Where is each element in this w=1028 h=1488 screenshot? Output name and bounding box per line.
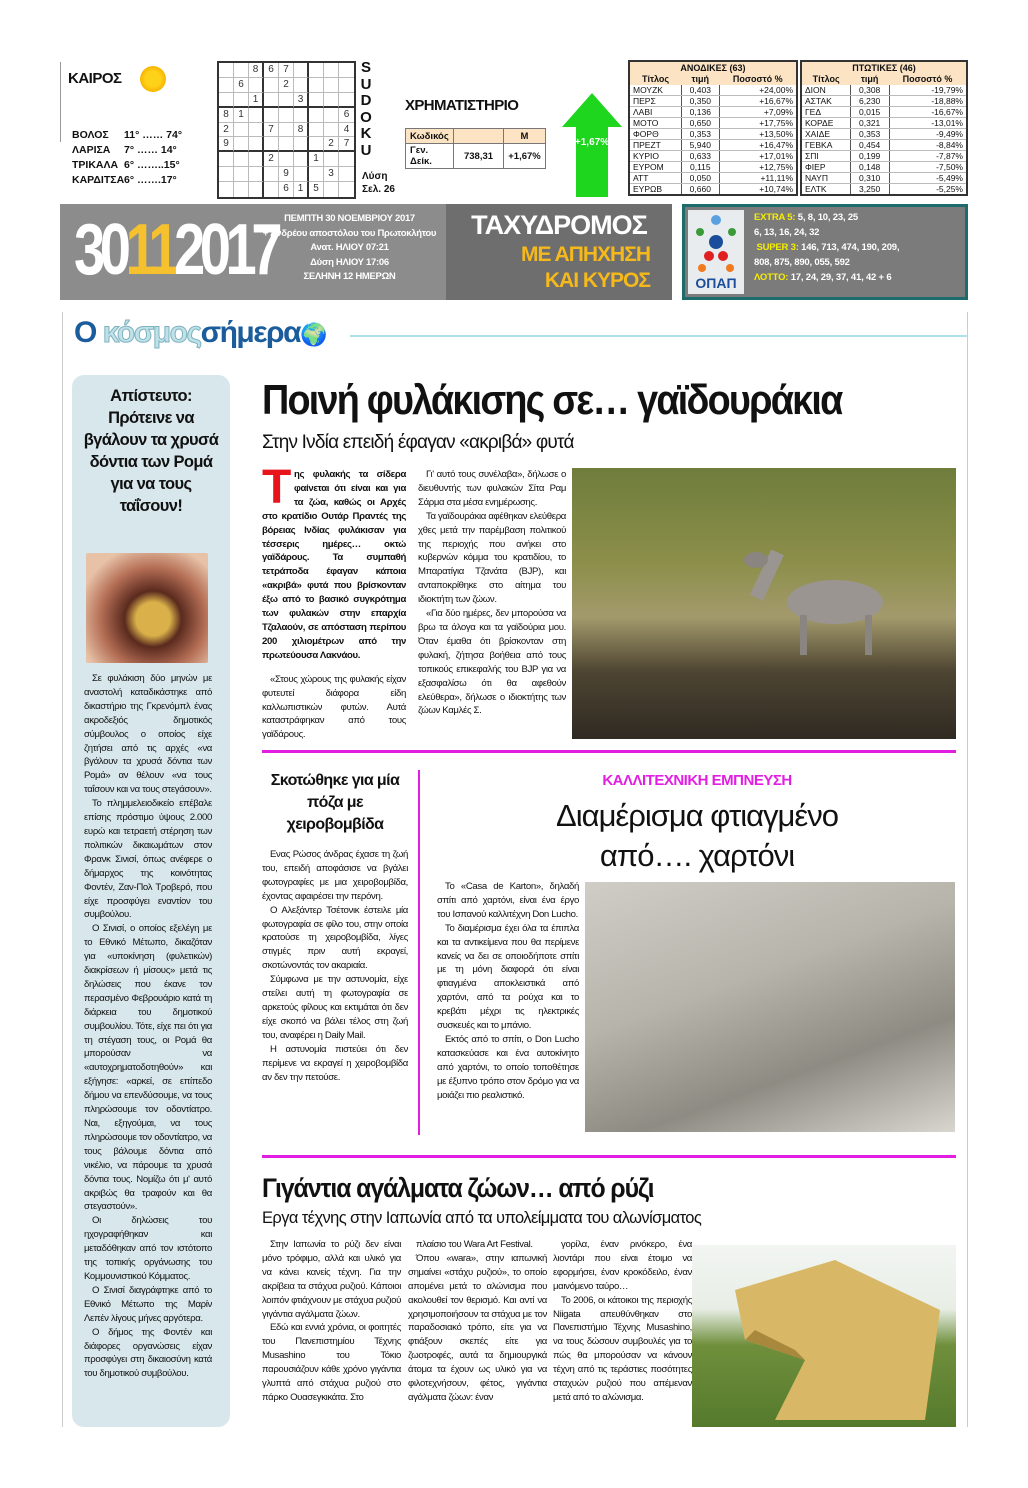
paragraph: Ο δήμος της Φοντέν και διάφορες οργανώσεις είχαν προσφύγει στη δικαιοσύνη κατά του δημοτικού συμβούλου. — [84, 1326, 212, 1380]
sudoku-cell — [339, 182, 354, 197]
sudoku-cell — [249, 167, 264, 182]
article-title: Γιγάντια αγάλματα ζώων… από ρύζι — [262, 1173, 654, 1203]
paragraph: Το πλημμελειοδικείο επέβαλε επίσης πρόστιμο ύψους 2.000 ευρώ και τετραετή στέρηση των πολιτικών δικαιωμάτων στον Φρανκ Σινισί, όπως ανέφερε ο δήμαρχος της κοινότητας Φοντέν, Ζαν-Πολ Τροβερό, που είχε προσφύγει εναντίον του συμβούλου. — [84, 798, 212, 921]
price: 0,321 — [850, 118, 889, 129]
sudoku-cell: 6 — [234, 78, 249, 93]
percent-change: -8,84% — [889, 140, 967, 151]
sudoku-cell — [249, 108, 264, 123]
sudoku-cell — [264, 108, 279, 123]
table-row — [801, 173, 967, 184]
title-line: Διαμέρισμα φτιαγμένο — [556, 798, 838, 833]
sudoku-cell — [309, 78, 324, 93]
price: 0,650 — [681, 118, 720, 129]
sudoku-cell: 2 — [279, 78, 294, 93]
sudoku-cell — [234, 93, 249, 108]
price: 0,353 — [850, 129, 889, 140]
sudoku-cell — [339, 93, 354, 108]
percent-change: -18,88% — [889, 96, 967, 107]
column-header: Τίτλος — [801, 73, 850, 85]
sudoku-cell — [234, 123, 249, 138]
table-row — [629, 118, 797, 129]
sudoku-cell — [219, 152, 234, 167]
logo-word: σήμερα — [200, 316, 301, 349]
sudoku-cell: 7 — [339, 137, 354, 152]
sudoku-cell — [309, 108, 324, 123]
teeth-photo — [86, 553, 208, 663]
article-body — [437, 880, 579, 1135]
sunset-line: Δύση ΗΛΙΟΥ 17:06 — [310, 256, 389, 268]
table-row — [801, 107, 967, 118]
sudoku-cell — [339, 152, 354, 167]
ticker: ΣΠΙ — [801, 151, 850, 162]
paper-name: ΤΑΧΥΔΡΟΜΟΣ — [471, 210, 647, 240]
moon-line: ΣΕΛΗΝΗ 12 ΗΜΕΡΩΝ — [303, 271, 396, 282]
ticker: ΠΡΕΖΤ — [629, 140, 681, 151]
sudoku-cell — [219, 182, 234, 197]
sudoku-grid — [217, 61, 356, 199]
ticker: ΦΙΕΡ — [801, 162, 850, 173]
section-logo — [74, 316, 326, 350]
date-line: ΠΕΜΠΤΗ 30 ΝΟΕΜΒΡΙΟΥ 2017 — [284, 213, 415, 224]
sudoku-cell — [264, 182, 279, 197]
sudoku-cell — [324, 78, 339, 93]
paragraph: «Στους χώρους της φυλακής είχαν φυτευτεί διάφορα είδη καλλωπιστικών φυτών. Αυτά καταστράφηκαν από τους γαϊδάρους. — [262, 673, 406, 741]
table-row — [629, 140, 797, 151]
sudoku-letter: S — [360, 59, 371, 76]
price: 0,115 — [681, 162, 720, 173]
sudoku-cell: 1 — [309, 152, 324, 167]
ticker: ΜΟΥΖΚ — [629, 85, 681, 96]
price: 5,940 — [681, 140, 720, 151]
paragraph: Ενας Ρώσος άνδρας έχασε τη ζωή του, επειδή αποφάσισε να βγάλει φωτογραφίες με μια χειροβομβίδα, έχοντας αφαιρέσει την περόνη. — [262, 849, 408, 902]
price: 6,230 — [850, 96, 889, 107]
date-month: 11 — [125, 210, 175, 290]
logo-word: κόσμος — [102, 316, 201, 349]
sudoku-cell — [234, 152, 249, 167]
sunrise-line: Ανατ. ΗΛΙΟΥ 07:21 — [310, 242, 389, 253]
sudoku-cell — [339, 78, 354, 93]
lead-text: ης φυλακής τα σίδερα φαίνεται ότι είναι και για τα ζώα, καθώς οι Αρχές στο κρατίδιο Ουτάρ Πραντές της βόρειας Ινδίας φυλάκισαν για τέσσερις ημέρες… οκτώ γαϊδάρους. Τα συμπαθή τετράποδα έφαγαν κάποια «ακριβά» φυτά που βρίσκονταν έξω από το βασικό συγκρότημα των φυλακών στην επαρχία Τζαλαούν, σε απόσταση περίπου 200 χιλιομέτρων από την πρωτεύουσα Λακνάου. — [262, 469, 406, 661]
sudoku-letter: U — [360, 75, 372, 93]
sudoku-cell — [294, 78, 309, 93]
sudoku-cell — [219, 93, 234, 108]
sudoku-cell — [264, 78, 279, 93]
price: 0,148 — [850, 162, 889, 173]
price: 0,015 — [850, 107, 889, 118]
paragraphs — [262, 673, 406, 743]
divider — [967, 312, 968, 1427]
sudoku-cell: 6 — [339, 108, 354, 123]
article-subtitle: Στην Ινδία επειδή έφαγαν «ακριβά» φυτά — [262, 432, 574, 453]
table-row — [801, 162, 967, 173]
paragraph: Ο Σινισί διαγράφτηκε από το Εθνικό Μέτωπο της Μαρίν Λεπέν λίγους μήνες αργότερα. — [84, 1284, 212, 1324]
price: 0,403 — [681, 85, 720, 96]
paragraph: Το διαμέρισμα έχει όλα τα έπιπλα και τα αντικείμενα που θα περίμενε κανείς να δει σε οποιοδήποτε σπίτι με τη μόνη διαφορά ότι είναι φτιαγμένα αποκλειστικά από χαρτόνι, από τα ρούχα και το κρεβάτι μέχρι τις ηλεκτρικές συσκευές και το μπάνιο. — [437, 922, 579, 1032]
index-change: +1,67% — [504, 144, 546, 169]
ticker: ΑΣΤΑΚ — [801, 96, 850, 107]
sudoku-cell — [309, 93, 324, 108]
percent-change: +17,75% — [720, 118, 797, 129]
sudoku-cell: 3 — [294, 93, 309, 108]
sudoku-cell: 6 — [279, 182, 294, 197]
sudoku-cell: 9 — [219, 137, 234, 152]
slogan-line: ΜΕ ΑΠΗΧΗΣΗ — [521, 243, 650, 266]
paragraph: Εδώ και εννιά χρόνια, οι φοιτητές του Πανεπιστημίου Τέχνης Musashino του Τόκιο παρουσιάζουν κάθε χρόνο γιγάντια γλυπτά από στάχυα ρυζιού στο πάρκο Ουασεγκικάτα. Στο — [262, 1322, 401, 1403]
ticker: ΓΕΔ — [801, 107, 850, 118]
sudoku-cell: 1 — [234, 108, 249, 123]
sudoku-cell — [294, 167, 309, 182]
table-row — [629, 129, 797, 140]
opap-figure-icon — [688, 210, 744, 294]
temp-range: 6° …….17° — [124, 174, 177, 186]
paragraph: Όπου «wara», στην ιαπωνική σημαίνει «στάχυ ρυζιού», το οποίο απομένει μετά το αλώνισμα που ακολουθεί τον θερισμό. Και αντί να χρησιμοποιήσουν τα στάχυα με τον παραδοσιακό τρόπο, είτε για να φτιάξουν σκεπές είτε για ζωοτροφές, αυτά τα δημιουργικά άτομα τα έχουν ως υλικό για να φιλοτεχνήσουν, φέτος, γιγάντια αγάλματα ζώων: έναν — [408, 1252, 547, 1403]
city: ΚΑΡΔΙΤΣΑ — [72, 174, 125, 186]
paragraph: Το «Casa de Karton», δηλαδή σπίτι από χαρτόνι, είναι ένα έργο του Ισπανού καλλιτέχνη Don Lucho. — [437, 881, 579, 920]
sudoku-cell — [264, 167, 279, 182]
title-line: από…. χαρτόνι — [599, 838, 795, 873]
table-row — [801, 140, 967, 151]
sun-icon — [140, 66, 166, 92]
paragraph: Η αστυνομία πιστεύει ότι δεν περίμενε να εκραγεί η χειροβομβίδα αν δεν την πετούσε. — [262, 1043, 408, 1083]
table-row — [629, 162, 797, 173]
city: ΛΑΡΙΣΑ — [72, 144, 111, 156]
paragraph: Εκτός από το σπίτι, ο Don Lucho κατασκεύασε και ένα αυτοκίνητο από χαρτόνι, το οποίο τοποθέτησε με έξυπνο τρόπο στον δρόμο για να μοιάζει πιο ρεαλιστικό. — [437, 1033, 579, 1101]
table-row — [629, 173, 797, 184]
index-name: Γεν. Δείκ. — [406, 144, 454, 169]
sudoku-letter: K — [360, 125, 372, 143]
sudoku-cell — [264, 137, 279, 152]
weather-row — [72, 173, 182, 188]
sudoku-cell — [294, 63, 309, 78]
temp-range: 6° ……..15° — [124, 159, 180, 171]
sudoku-cell — [234, 137, 249, 152]
losers-table — [800, 60, 968, 196]
weather-title: ΚΑΙΡΟΣ — [68, 70, 122, 87]
section-rule — [262, 750, 956, 753]
sudoku-cell: 8 — [294, 123, 309, 138]
sudoku-cell — [324, 63, 339, 78]
sudoku-cell — [249, 123, 264, 138]
paragraph: γορίλα, έναν ρινόκερο, ένα λιοντάρι που είναι έτοιμο να εφορμήσει, έναν κροκόδειλο, έναν μαινόμενο ταύρο… — [553, 1239, 692, 1292]
header-cell — [454, 129, 504, 144]
sudoku-cell: 3 — [324, 167, 339, 182]
opap-logo — [688, 210, 744, 294]
table-row — [801, 184, 967, 196]
ticker: ΕΥΡΩΒ — [629, 184, 681, 196]
paragraph: Οι δηλώσεις του ηχογραφήθηκαν και μεταδόθηκαν από τον ιστότοπο της τοπικής οργάνωσης του Κομμουνιστικού Κόμματος. — [84, 1215, 212, 1282]
sudoku-cell — [279, 93, 294, 108]
sudoku-cell: 2 — [324, 137, 339, 152]
sudoku-cell: 1 — [294, 182, 309, 197]
sudoku-cell — [324, 152, 339, 167]
stock-title: ΧΡΗΜΑΤΙΣΤΗΡΙΟ — [405, 97, 519, 114]
sudoku-cell — [294, 137, 309, 152]
sudoku-cell — [249, 137, 264, 152]
sudoku-cell: 2 — [219, 123, 234, 138]
price: 0,353 — [681, 129, 720, 140]
percent-change: -7,87% — [889, 151, 967, 162]
percent-change: +16,47% — [720, 140, 797, 151]
ticker: ΕΥΡΟΜ — [629, 162, 681, 173]
temp-range: 7° …… 14° — [124, 144, 177, 156]
sudoku-cell — [279, 137, 294, 152]
sudoku-cell: 8 — [249, 63, 264, 78]
sudoku-title — [359, 60, 373, 160]
price: 0,050 — [681, 173, 720, 184]
city: ΒΟΛΟΣ — [72, 129, 109, 141]
table-title: ΠΤΩΤΙΚΕΣ (46) — [801, 61, 967, 73]
ticker: ΧΑΙΔΕ — [801, 129, 850, 140]
column-header: τιμή — [681, 73, 720, 85]
sudoku-cell: 7 — [264, 123, 279, 138]
lotto-numbers: 17, 24, 29, 37, 41, 42 + 6 — [790, 272, 892, 283]
section-rule — [262, 1155, 956, 1158]
divider — [62, 312, 63, 1427]
paragraph: Σε φυλάκιση δύο μηνών με αναστολή καταδικάστηκε από δικαστήριο της Γκρενόμπλ ένας ακροδεξιός δημοτικός σύμβουλος ο οποίος είχε ζητήσει από τις αρχές «να βγάλουν τα χρυσά δόντια των Ρομά» αν θέλουν «να τους ταΐσουν και να τους στεγάσουν». — [84, 673, 212, 796]
percent-change: +24,00% — [720, 85, 797, 96]
sidebar-body — [84, 672, 212, 1422]
article-column — [262, 1238, 401, 1430]
paragraph: Ο Σινισί, ο οποίος εξελέγη με το Εθνικό Μέτωπο, δικαζόταν για «υποκίνηση (φυλετικών) διακρίσεων ή μίσους» μετά τις δηλώσεις που έκανε τον περασμένο Φεβρουάριο κατά τη διάρκεια του δημοτικού συμβουλίου. Τότε, είχε πει ότι για τη στέγαση τους, οι Ρομά θα μπορούσαν να «αυτοχρηματοδοτηθούν» και εξήγησε: «αρκεί, σε επίπεδο δήμου να επενδύσουμε, να τους πληρώσουμε τον οδοντίατρο. Ναι, εξηγούμαι, να τους πληρώσουμε τον οδοντίατρο, να τους βάλουμε δόντια από νικέλιο, να πάρουμε τα χρυσά δόντια τους. Νομίζω ότι μ' αυτό ακριβώς θα τραφούν και θα στεγαστούν». — [84, 923, 212, 1213]
sudoku-cell: 4 — [339, 123, 354, 138]
table-row — [629, 85, 797, 96]
percent-change: +16,67% — [720, 96, 797, 107]
sudoku-cell — [219, 63, 234, 78]
paper-slogan — [470, 242, 650, 294]
sudoku-letter: D — [360, 92, 372, 110]
date-info — [262, 212, 437, 285]
nameday-line: + Ανδρέου αποστόλου του Πρωτοκλήτου — [262, 227, 437, 239]
solution-label: Λύση — [362, 171, 388, 182]
percent-change: -5,49% — [889, 173, 967, 184]
percent-change: +11,11% — [720, 173, 797, 184]
price: 0,350 — [681, 96, 720, 107]
table-row — [801, 151, 967, 162]
table-title: ΑΝΟΔΙΚΕΣ (63) — [629, 61, 797, 73]
percent-change: -13,01% — [889, 118, 967, 129]
extra5-numbers: 5, 8, 10, 23, 25 — [797, 212, 858, 223]
sudoku-cell — [294, 152, 309, 167]
gainers-table — [628, 60, 798, 196]
article-title — [430, 796, 964, 876]
header-cell: Κωδικός — [406, 129, 454, 144]
sudoku-cell — [264, 93, 279, 108]
article-kicker: ΚΑΛΛΙΤΕΧΝΙΚΗ ΕΜΠΝΕΥΣΗ — [602, 772, 792, 789]
percent-change: -7,50% — [889, 162, 967, 173]
percent-change: +13,50% — [720, 129, 797, 140]
sudoku-cell — [279, 152, 294, 167]
index-table — [405, 128, 546, 169]
table-row — [629, 96, 797, 107]
percent-change: -5,25% — [889, 184, 967, 196]
super3-label: SUPER 3: — [756, 242, 799, 253]
ticker: ΕΛΤΚ — [801, 184, 850, 196]
price: 3,250 — [850, 184, 889, 196]
percent-change: +7,09% — [720, 107, 797, 118]
ticker: ΝΑΥΠ — [801, 173, 850, 184]
weather-row — [72, 143, 182, 158]
ticker: ΓΕΒΚΑ — [801, 140, 850, 151]
table-row — [801, 118, 967, 129]
ticker: ΚΟΡΔΕ — [801, 118, 850, 129]
date-day: 30 — [74, 210, 126, 290]
sudoku-cell: 1 — [249, 93, 264, 108]
column-header: τιμή — [850, 73, 889, 85]
sudoku-cell: 6 — [264, 63, 279, 78]
article-title: Ποινή φυλάκισης σε… γαϊδουράκια — [262, 376, 842, 423]
sudoku-cell — [309, 137, 324, 152]
super3-numbers: 146, 713, 474, 190, 209, — [801, 242, 900, 253]
price: 0,310 — [850, 173, 889, 184]
sudoku-cell — [324, 108, 339, 123]
sudoku-cell — [219, 167, 234, 182]
sudoku-cell — [309, 167, 324, 182]
ticker: ΦΟΡΘ — [629, 129, 681, 140]
ticker: ΑΤΤ — [629, 173, 681, 184]
index-value: 738,31 — [454, 144, 504, 169]
sudoku-cell: 2 — [264, 152, 279, 167]
sudoku-cell — [279, 123, 294, 138]
column-divider — [418, 770, 420, 1135]
sudoku-solution-ref — [362, 170, 395, 196]
percent-change: +17,01% — [720, 151, 797, 162]
sudoku-letter: O — [360, 108, 372, 126]
percent-change: +10,74% — [720, 184, 797, 196]
article-column — [408, 1238, 547, 1430]
sudoku-cell: 7 — [279, 63, 294, 78]
sudoku-cell — [294, 108, 309, 123]
arrow-label: +1,67% — [574, 137, 610, 148]
opap-results — [754, 210, 899, 285]
extra5-numbers: 6, 13, 16, 24, 32 — [754, 227, 820, 238]
ticker: ΚΥΡΙΟ — [629, 151, 681, 162]
opap-logo-text: ΟΠΑΠ — [695, 275, 737, 291]
logo-word: Ο — [74, 316, 96, 349]
sudoku-cell — [279, 108, 294, 123]
solution-page: Σελ. 26 — [362, 184, 395, 195]
cardboard-kitchen-photo — [585, 882, 955, 1132]
paragraph: Ο Αλεξάντερ Τσέτονικ έστειλε μία φωτογραφία σε φίλο του, στην οποία κρατούσε τη χειροβομβίδα, λίγες στιγμές πριν αυτή εκραγεί, σκοτώνοντάς τον ακαριαία. — [262, 904, 408, 972]
super3-numbers: 808, 875, 890, 055, 592 — [754, 257, 850, 268]
price: 0,308 — [850, 85, 889, 96]
donkey-figure-icon — [740, 540, 900, 660]
sudoku-cell — [309, 123, 324, 138]
sidebar-headline: Απίστευτο: Πρότεινε να βγάλουν τα χρυσά δόντια των Ρομά για να τους ταΐσουν! — [83, 387, 219, 515]
article-column — [553, 1238, 692, 1430]
price: 0,136 — [681, 107, 720, 118]
sudoku-cell — [249, 78, 264, 93]
slogan-line: ΚΑΙ ΚΥΡΟΣ — [544, 269, 650, 292]
ticker: ΠΕΡΣ — [629, 96, 681, 107]
article-column — [262, 468, 406, 743]
city: ΤΡΙΚΑΛΑ — [72, 159, 119, 171]
date-year: 2017 — [174, 210, 278, 290]
ticker: ΔΙΟΝ — [801, 85, 850, 96]
article-title: Σκοτώθηκε για μία πόζα με χειροβομβίδα — [270, 772, 400, 833]
sudoku-cell — [234, 167, 249, 182]
sudoku-cell — [249, 182, 264, 197]
column-header: Ποσοστό % — [720, 73, 797, 85]
article-column — [418, 468, 566, 743]
column-header: Τίτλος — [629, 73, 681, 85]
paragraph: Γι' αυτό τους συνέλαβα», δήλωσε ο διευθυντής των φυλακών Σίτα Ραμ Σάρμα στα μέσα ενημέρωσης. — [418, 469, 566, 508]
table-row — [629, 184, 797, 196]
percent-change: +12,75% — [720, 162, 797, 173]
percent-change: -9,49% — [889, 129, 967, 140]
sudoku-cell — [219, 78, 234, 93]
sudoku-cell — [249, 152, 264, 167]
weather-forecast — [72, 128, 182, 188]
sudoku-cell — [339, 167, 354, 182]
straw-animal-figure-icon — [715, 1250, 945, 1425]
paragraph: Σύμφωνα με την αστυνομία, είχε στείλει αυτή τη φωτογραφία σε αρκετούς φίλους και εκτιμάται ότι δεν είχε σκοπό να βάλει τέλος στη ζωή του, αναφέρει η Daily Mail. — [262, 974, 408, 1041]
header-cell: Μ — [504, 129, 546, 144]
world-map-icon: 🌍 — [300, 322, 326, 347]
price: 0,454 — [850, 140, 889, 151]
sudoku-cell — [324, 182, 339, 197]
ticker: ΜΟΤΟ — [629, 118, 681, 129]
weather-row — [72, 158, 182, 173]
table-row — [629, 107, 797, 118]
article-subtitle: Εργα τέχνης στην Ιαπωνία από τα υπολείμματα του αλωνίσματος — [262, 1209, 702, 1227]
sudoku-cell — [309, 63, 324, 78]
big-date — [74, 207, 277, 293]
paragraph: Στην Ιαπωνία το ρύζι δεν είναι μόνο τρόφιμο, αλλά και υλικό για να κάνει κανείς τέχνη. Για την ακρίβεια τα στάχυα ρυζιού. Κάποιοι λοιπόν φτιάχνουν με στάχυα ρυζιού γιγάντια αγάλματα ζώων. — [262, 1239, 401, 1320]
paragraph: Τα γαϊδουράκια αφέθηκαν ελεύθερα χθες μετά την παρέμβαση πολιτικού της περιοχής που ανήκει στο κυβερνών κόμμα του κρατιδίου, το Μπαρατίγια Τζανάτα (BJP), και ανταποκρίθηκε στο αίτημα του ιδιοκτήτη των ζώων. — [418, 510, 566, 606]
percent-change: -16,67% — [889, 107, 967, 118]
divider — [60, 62, 61, 142]
sudoku-cell — [234, 63, 249, 78]
article-body — [262, 848, 408, 1138]
temp-range: 11° …… 74° — [124, 129, 183, 141]
price: 0,633 — [681, 151, 720, 162]
sudoku-cell: 9 — [279, 167, 294, 182]
sudoku-cell — [234, 182, 249, 197]
table-row — [629, 151, 797, 162]
lotto-label: ΛΟΤΤΟ: — [754, 272, 789, 283]
paragraph: Το 2006, οι κάτοικοι της περιοχής Niigata απευθύνθηκαν στο Πανεπιστήμιο Τέχνης Musashino, να τους δώσουν συμβουλές για το πώς θα μπορούσαν να κάνουν τέχνη από τις τεράστιες ποσότητες σταχυών ρυζιού που απέμεναν μετά από το αλώνισμα. — [553, 1294, 692, 1403]
section-rule — [350, 335, 968, 337]
ticker: ΛΑΒΙ — [629, 107, 681, 118]
weather-row — [72, 128, 182, 143]
price: 0,199 — [850, 151, 889, 162]
sudoku-cell — [324, 123, 339, 138]
table-row — [801, 85, 967, 96]
drop-cap: Τ — [262, 468, 291, 514]
sudoku-cell — [339, 63, 354, 78]
sudoku-cell — [324, 93, 339, 108]
sudoku-cell: 5 — [309, 182, 324, 197]
column-header: Ποσοστό % — [889, 73, 967, 85]
paragraph: πλαίσιο του Wara Art Festival. — [416, 1239, 533, 1250]
price: 0,660 — [681, 184, 720, 196]
sudoku-letter: U — [360, 141, 372, 159]
sudoku-cell: 8 — [219, 108, 234, 123]
percent-change: -19,79% — [889, 85, 967, 96]
paragraph: «Για δύο ημέρες, δεν μπορούσα να βρω τα άλογα και τα γαϊδούρια μου. Όταν έμαθα ότι βρίσκονταν στη φυλακή, ζήτησα βοήθεια από τους τοπικούς επικεφαλής του BJP για να εξασφαλίσω ότι θα αφεθούν ελεύθερα», δήλωσε ο ιδιοκτήτης των ζώων Καμλές Σ. — [418, 608, 566, 717]
extra5-label: EXTRA 5: — [754, 212, 796, 223]
table-row — [801, 96, 967, 107]
table-row — [801, 129, 967, 140]
